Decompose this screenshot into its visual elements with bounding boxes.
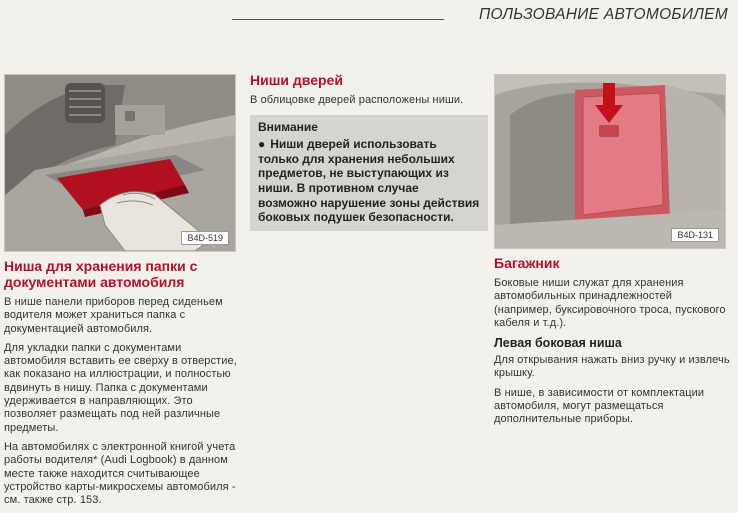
paragraph: Для открывания нажать вниз ручку и извлечь крышку. [494,354,730,380]
dashboard-folder-illustration [5,75,235,251]
warning-text [258,137,480,225]
paragraph: В нише, в зависимости от комплектации автомобиля, могут размещаться дополнительные приборы. [494,386,705,426]
header-rule [232,19,444,20]
paragraph: Боковые ниши служат для хранения автомобильных принадлежностей (например, буксировочного троса, пускового кабеля и т.д.). [494,277,726,329]
figure-code-label: B4D-519 [181,231,229,245]
paragraph: В нише панели приборов перед сиденьем водителя может храниться папка с документацией автомобиля. [4,296,223,335]
warning-body: Ниши дверей использовать только для хранения небольших предметов, не выступающих из ниши. В противном случае возможно нарушение зоны действия боковых подушек безопасности. [258,137,480,225]
section-heading-document-folder: Ниша для хранения папки с документами автомобиля [4,258,198,290]
column-door-pockets [250,70,486,231]
figure-trunk-niche [494,74,726,249]
paragraph: В облицовке дверей расположены ниши. [250,94,464,106]
bullet-icon: ● [258,137,266,152]
column-document-folder [4,74,240,513]
section-heading-door-pockets: Ниши дверей [250,72,343,88]
paragraph: Для укладки папки с документами автомобиля вставить ее сверху в отверстие, как показано на иллюстрации, и полностью вдвинуть в нишу. Папка с документами удерживается в направляющих. Это позволяет размещать под ней различные предметы. [4,341,237,434]
page-header-title: ПОЛЬЗОВАНИЕ АВТОМОБИЛЕМ [478,6,728,23]
warning-title: Внимание [258,120,318,135]
figure-code-label: B4D-131 [671,228,719,242]
figure-dashboard-folder [4,74,236,252]
subheading-left-niche: Левая боковая ниша [494,336,622,351]
trunk-niche-illustration [495,75,725,248]
section-heading-trunk: Багажник [494,255,560,271]
column-trunk [494,74,730,433]
warning-box [250,115,488,231]
paragraph: На автомобилях с электронной книгой учета работы водителя* (Audi Logbook) в данном месте также находится считывающее устройство карты-микросхемы автомобиля - см. также стр. 153. [4,440,236,507]
